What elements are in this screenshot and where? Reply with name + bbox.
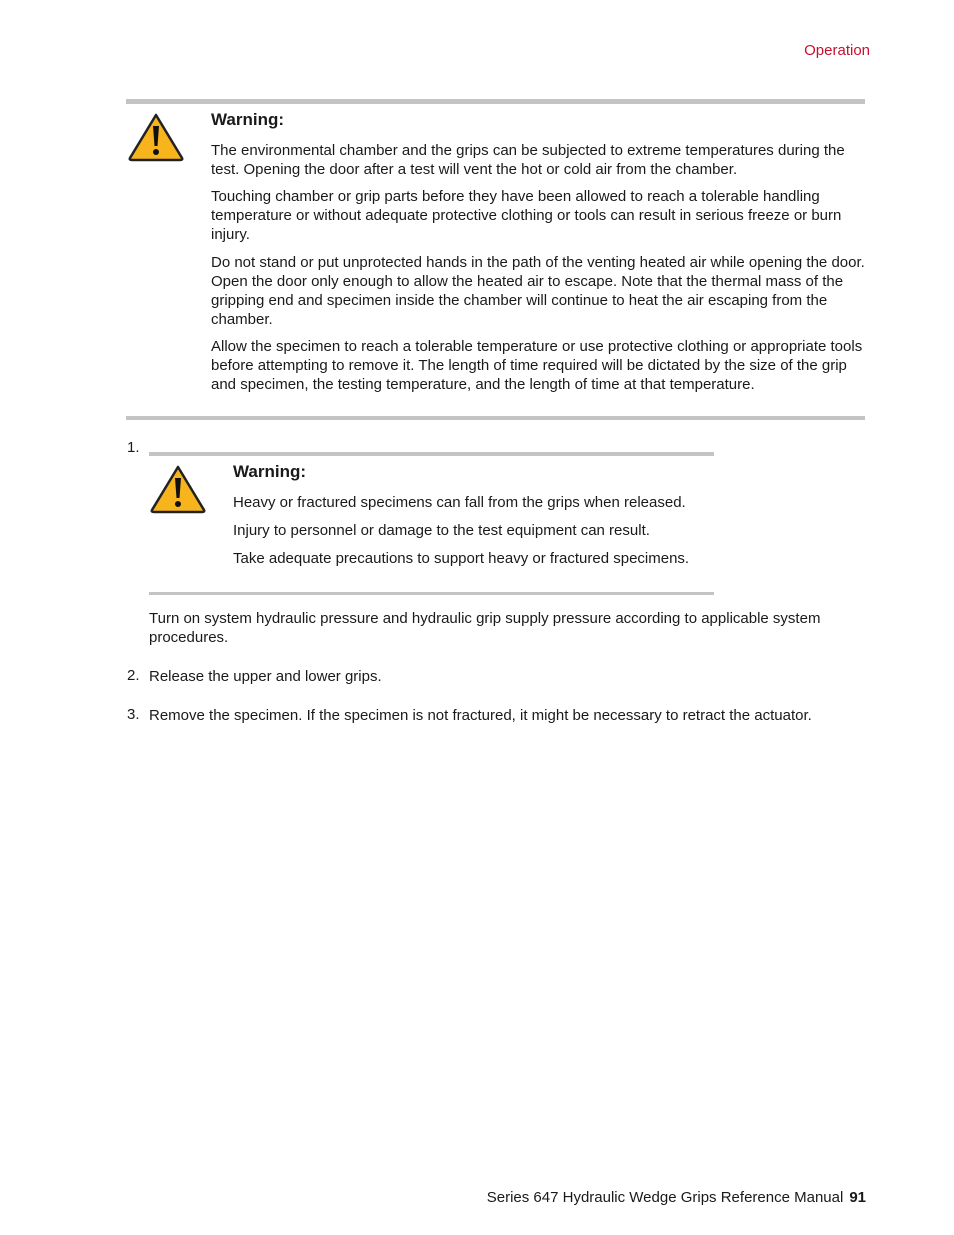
warning-title: Warning: [211, 110, 285, 129]
warning-triangle-icon [127, 112, 185, 162]
warning-paragraph: Touching chamber or grip parts before they have been allowed to reach a tolerable handling temperature or without adequate protective clothing or tools can result in serious freeze or burn injury. [211, 188, 842, 243]
warning-paragraph: The environmental chamber and the grips can be subjected to extreme temperatures during the test. Opening the door after a test will vent the hot or cold air from the chamber. [211, 142, 845, 178]
warning-paragraph: Heavy or fractured specimens can fall from the grips when released. [233, 494, 686, 511]
step-text: Remove the specimen. If the specimen is not fractured, it might be necessary to retract the actuator. [149, 707, 812, 724]
step-number: 2. [127, 667, 140, 684]
page-footer [487, 1189, 866, 1206]
step-text: Release the upper and lower grips. [149, 668, 382, 685]
warning-paragraph: Take adequate precautions to support heavy or fractured specimens. [233, 550, 690, 567]
warning-triangle-icon [149, 464, 207, 514]
warning-title: Warning: [233, 462, 307, 481]
warning-top-rule [126, 99, 865, 104]
step-number: 1. [127, 439, 140, 456]
warning-paragraph: Injury to personnel or damage to the test equipment can result. [233, 522, 650, 539]
warning-paragraph: Do not stand or put unprotected hands in the path of the venting heated air while opening the door. Open the door only enough to allow the heated air to escape. Note that the thermal mass of the gripping end and specimen inside the chamber will continue to heat the air escaping from the chamber. [211, 254, 865, 328]
warning-top-rule [149, 452, 714, 456]
warning-paragraph: Allow the specimen to reach a tolerable temperature or use protective clothing or appropriate tools before attempting to remove it. The length of time required will be dictated by the size of the grip and specimen, the testing temperature, and the length of time at that temperature. [211, 338, 863, 393]
warning-bottom-rule [126, 416, 865, 420]
header-section-title: Operation [804, 42, 870, 59]
step-number: 3. [127, 706, 140, 723]
manual-title: Series 647 Hydraulic Wedge Grips Reference Manual [486, 1189, 844, 1206]
page-number: 91 [849, 1189, 866, 1206]
step-text: Turn on system hydraulic pressure and hydraulic grip supply pressure according to applicable system procedures. [149, 610, 821, 646]
warning-bottom-rule [149, 592, 714, 595]
